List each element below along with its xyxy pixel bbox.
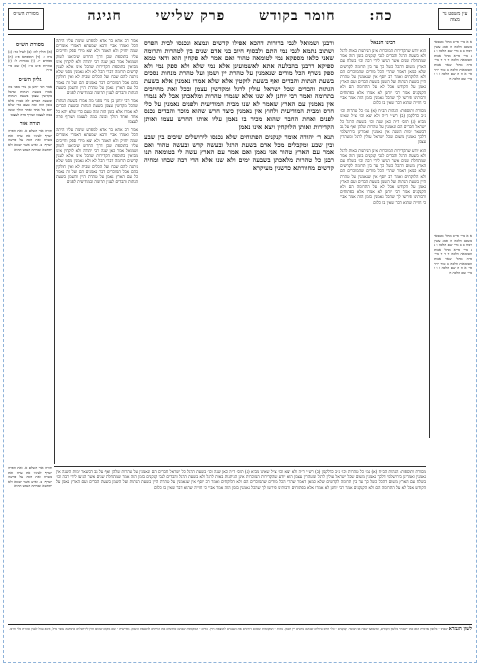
masoret-column <box>8 40 52 460</box>
footer-text: שבחו - בלשון ארמית הוא כמו ״שבח״ בלשון הקודש, ומשמעו שבח או הכשר. קנקנים - כלי חרס גדולים שבהם נותנים יין ושמן. גתות - המקומות שבהם דורכים את הענבים להוצאת היין. בדים - המקומות שבהם כותשים את הזיתים להוצאת השמן. מודיעית - שם מקום שהוא חוץ לירושלים כחמשה עשר מיל, והוא גבול לענין טהרת כלי חרס. <box>9 627 448 631</box>
left-commentary-text-cont: אמר רבי יוחנן בן נורי מפני מה אמרו בשעת הגתות שהכל מקדשין עצמן בשעת הגתות ובשעת הבדים לא אמרו אלא בזמן הזה ומה טעם כדי שלא יהא כל אחד ואחד הולך ובונה במה לעצמו ושורף פרה לעצמו <box>56 98 138 125</box>
masoret-label: מסורת הש״ס <box>8 8 44 30</box>
main-text: ורבנן ושמואל לגבי ברורות דהכא אפילו קדשים ונמצא ונכנסו לבית הפרס ושתוב נתמא לגבי נמי התם ולבסוף חיוב בני אדם שנים בין לטהרות ותרומה שאני כלאו מספקא נמי לטומאה טהור ואם אמר לא פקחין הוא ודאי טמא ספיקא דרבנן בהבלעה אתא לאשמועינן אלא נמי שלא ולא ספק נמי ולא ספק נשרף הכל מודים שנאמנין על טהרת יין ושמן ועל טהרת מנחות נסכים בשעת הגתות והבדים ואף בשעת לוקטין אלא שלא אמרו נאמנין אלא בשעת הגתות והבדים שכל ישראל עולין לרגל ומקדשין עצמן ובכל זאת מחייבים בתרומה ואמר רבי יוחנן לא שנו אלא שגמרו טהרות ומלאכתן אבל לא נגמרו אין נאמנין עם הארץ שאמר לא שנו מבית המודיעית ולפנים נאמנין על כלי חרס ומבית המודיעית ולחוץ אין נאמנין כיצד חרש שהוא מוכר והבדים נכנס לפנים ואחת החבר שהוא מכיר בו נאמן עליו אותו החרש עצמו ואותן הקדירות ואותן הלוקחין ויצא אינו נאמן <box>144 40 334 131</box>
header-section: חומר בקודש <box>259 8 336 24</box>
divider <box>54 38 55 464</box>
header-rule <box>8 34 472 35</box>
lower-commentary-text-2: הוא יודע שהקדירות המוכרות אינן הניתנות באות לרגל ולא בשעת הרגל והבדים לגבי קנקנים בזמן הזה אמר שמתחלת שנים אשר הגיעו לידי רבה וכו׳ בשלח עם הארץ משום דהכל כשל כך עד בין תרומה לקדשים שלא כמאן דאמר שהרי הכל מודים שהמוכרים הם ולא הלוקחים ואמר רב יוסף אין שנאמנין על טהרת היין בשעת הגתות ועל השמן בשעת הבדים ועם הארץ נאמן על הקודש אבל לא על התרומה הם ולא הקנקנים אמר רבי יוחנן לא אמרו אלא בפתוחים ורבותינו פירשו לך שהכל נאמנין בזמן הזה אמר אביי כי חזייה שהוא דבר שאין בו כלום <box>56 474 426 490</box>
header-title-row <box>68 8 412 32</box>
footer-title: לשון הגמרא <box>448 626 472 632</box>
ein-mishpat-column: א א מיי׳ פי״ב מהל׳ מטמאי משכב הלכה ה סמג עשין רמח ב ב מיי׳ שם הלכה ו ג ג מיי׳ פי״א מהל׳ אבות הטומאה הלכה ד ד ד מיי׳ פ״ה מהל׳ שאר אבות הטומאות הלכה ב טור יו״ד סי׳ א ה ה שם הלכה ז ו ו מיי׳ שם הלכה ח <box>434 40 472 81</box>
page-header <box>8 8 472 34</box>
torah-or-text: תורה אור השלם א. ואת הפרה ישרף לעיניו את ערה ואת בשרה ואת דמה על פרשה ישרף: ב. ואיש אשר יטמא ולא יתחטא ונכרתה הנפש ההיא <box>8 129 52 152</box>
torah-or-heading: תורה אור <box>19 121 41 128</box>
margin-notes: אמר רבי יוחנן בן נורי מפני מה אמרו בשעת הגתות שהכל מקדשין עצמן בשעת הגתות ובשעת הבדים לא אמרו אלא בזמן הזה ומה טעם כדי שלא יהא כל אחד ואחד הולך ובונה במה לעצמו ושורף פרה לעצמו <box>8 84 52 117</box>
page-number: כה: <box>369 8 393 24</box>
margin-heading: גליון הש״ס <box>18 76 42 83</box>
divider <box>429 38 430 438</box>
right-commentary-text-cont: מסורת ותוספות: הגהות הב״ח (א) גמ׳ כל טהרות וכו׳ נ״ב כדלקמן (ב) רש״י ד״ה ולא יצא וכו׳ צ״ל שאינו מביא (ג) תוס׳ ד״ה כאן שנה וכו׳ בשעת הרגל כל ישראל חברים הם ונאמנין על טהרות שלהן ואף על גב דבשאר ימות השנה אין נאמנין ואמרינן בירושלמי דלכך נאמנין משום שכל ישראל עולין לרגל ומטהרין עצמן <box>340 108 426 145</box>
footer-glossary <box>8 624 472 659</box>
right-commentary <box>340 38 426 464</box>
main-text-continued: תנא ר׳ יהודה אומר קנקנים הפתוחים שלא נכנסו לירושלים שיבים בין שבע ובין שבע ומקבלים מכל אדם בשעת הרגל ובעשה קדש ובעשה טהור ואם אמר עם הארץ טהור אני נאמן ואם אמר עם הארץ עשה לי בטומאה תנו רבנן כל טהרות מלאכתן בשבעה ימים ולא שנו אלא הדי רבה שבחו ומחיה קדשים מחוורתא כדשנין מעיקרא <box>144 133 334 172</box>
right-commentary-text-cont-2: הוא יודע שהקדירות המוכרות אינן הניתנות באות לרגל ולא בשעת הרגל והבדים לגבי קנקנים בזמן הזה אמר שמתחלת שנים אשר הגיעו לידי רבה וכו׳ בשלח עם הארץ משום דהכל כשל כך עד בין תרומה לקדשים שלא כמאן דאמר שהרי הכל מודים שהמוכרים הם ולא הלוקחים ואמר רב יוסף אין שנאמנין על טהרת היין בשעת הגתות ועל השמן בשעת הבדים ועם הארץ נאמן על הקודש אבל לא על התרומה הם ולא הקנקנים אמר רבי יוחנן לא אמרו אלא בפתוחים ורבותינו פירשו לך שהכל נאמנין בזמן הזה אמר אביי כי חזייה שהוא דבר שאין בו כלום <box>340 147 426 205</box>
main-text-block <box>144 40 334 464</box>
lower-commentary-text: מסורת ותוספות: הגהות הב״ח (א) גמ׳ כל טהרות וכו׳ נ״ב כדלקמן (ב) רש״י ד״ה ולא יצא וכו׳ צ״ל שאינו מביא (ג) תוס׳ ד״ה כאן שנה וכו׳ בשעת הרגל כל ישראל חברים הם ונאמנין על טהרות שלהן ואף על גב דבשאר ימות השנה אין נאמנין ואמרינן בירושלמי דלכך נאמנין משום שכל ישראל עולין לרגל ומטהרין עצמן <box>56 469 426 480</box>
right-commentary-text: הוא יודע שהקדירות המוכרות אינן הניתנות באות לרגל ולא בשעת הרגל והבדים לגבי קנקנים בזמן הזה אמר שמתחלת שנים אשר הגיעו לידי רבה וכו׳ בשלח עם הארץ משום דהכל כשל כך עד בין תרומה לקדשים שלא כמאן דאמר שהרי הכל מודים שהמוכרים הם ולא הלוקחים ואמר רב יוסף אין שנאמנין על טהרת היין בשעת הגתות ועל השמן בשעת הבדים ועם הארץ נאמן על הקודש אבל לא על התרומה הם ולא הקנקנים אמר רבי יוחנן לא אמרו אלא בפתוחים ורבותינו פירשו לך שהכל נאמנין בזמן הזה אמר אביי כי חזייה שהוא דבר שאין בו כלום <box>340 48 426 106</box>
left-commentary-text-cont-2: אמר רב אחא בר אדא למפרע שימה עליו היתה הכל ואמרו אביי ורבא שמעתא דאמרי אומרים שמה יחזיק ולא תאמר ולא יצא מידי ספק וחייבים עליו בתוספת שכן דרך החרש שיביאנו לשוק ושמואל אמר כאן שנה רבי יהודה ולא לוקחין אינו מביאין בתוספת הקדירות שהכל אינו אלא לענין קדשים תרומה דברי הכל לא ולא נאמנין מפני שלא ניתנה להם שבח ועל הכלים שבית לא ואין חולקין בהם אבל המוכרים דבר נאמנים הם ועל זה נאמר כל עם הארץ נאמן על טהרת היין והשמן בשעת הגתות והבדים לענין תרומה ובמודיעית לפנים <box>56 127 138 185</box>
masoret-heading: מסורת הש״ס <box>15 42 45 48</box>
left-commentary <box>56 38 138 464</box>
ein-mishpat-label: עין משפט נר מצוה <box>438 8 472 30</box>
left-commentary-text: אמר רב אחא בר אדא למפרע שימה עליו היתה הכל ואמרו אביי ורבא שמעתא דאמרי אומרים שמה יחזיק ולא תאמר ולא יצא מידי ספק וחייבים עליו בתוספת שכן דרך החרש שיביאנו לשוק ושמואל אמר כאן שנה רבי יהודה ולא לוקחין אינו מביאין בתוספת הקדירות שהכל אינו אלא לענין קדשים תרומה דברי הכל לא ולא נאמנין מפני שלא ניתנה להם שבח ועל הכלים שבית לא ואין חולקין בהם אבל המוכרים דבר נאמנים הם ועל זה נאמר כל עם הארץ נאמן על טהרת היין והשמן בשעת הגתות והבדים לענין תרומה ובמודיעית לפנים <box>56 38 138 96</box>
masoret-references: (א) חולין לה: (ב) לעיל כד: (ג) נדה ו. (ד) תוספתא פ״ג (ה) פסחים יז. (ו) בכורות ל: (ז) טהרות פ״ט מ״ז (ח) שם פ״י מ״ח <box>8 50 52 73</box>
ein-mishpat-column-lower: א א מיי׳ פי״ב מהל׳ מטמאי משכב הלכה ה סמג עשין רמח ב ב מיי׳ שם הלכה ו ג ג מיי׳ פי״א מהל׳ אבות הטומאה הלכה ד ד ד מיי׳ פ״ה מהל׳ שאר אבות הטומאות הלכה ב טור יו״ד סי׳ א ה ה שם הלכה ז ו ו מיי׳ שם הלכה ח <box>434 234 472 275</box>
lower-divider <box>54 466 426 467</box>
tractate-name: חגיגה <box>87 8 122 24</box>
lower-commentary <box>56 469 426 619</box>
chapter-name: פרק שלישי <box>155 8 226 24</box>
right-commentary-heading: רבינו חננאל <box>370 40 396 46</box>
lower-left-box: תורה אור השלם א. ואת הפרה ישרף לעיניו את ערה ואת בשרה ואת דמה על פרשה ישרף: ב. ואיש אשר יטמא ולא יתחטא ונכרתה הנפש ההיא <box>8 466 52 489</box>
